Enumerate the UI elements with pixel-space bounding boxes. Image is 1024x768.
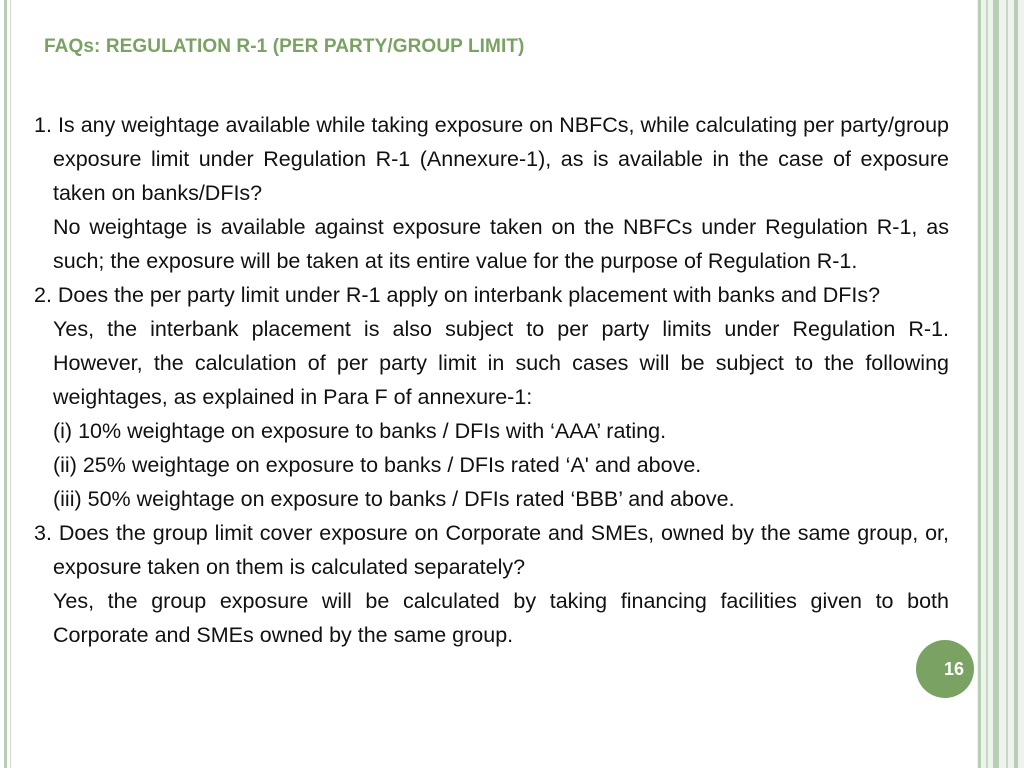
question-3: 3. Does the group limit cover exposure on Corporate and SMEs, owned by the same group, or, exposure taken on them is calculated separately? bbox=[34, 521, 949, 579]
right-frame-line bbox=[1014, 0, 1018, 768]
page-number-badge: 16 bbox=[916, 640, 974, 698]
answer-2: Yes, the interbank placement is also subject to per party limits under Regulation R-1. However, the calculation of per party limit in such cases will be subject to the following weightages, as explained in Para F of annexure-1: bbox=[53, 317, 949, 409]
answer-2-item: (i) 10% weightage on exposure to banks / DFIs with ‘AAA’ rating. bbox=[53, 419, 667, 443]
right-frame-line bbox=[993, 0, 999, 768]
right-frame-line bbox=[1006, 0, 1008, 768]
answer-3: Yes, the group exposure will be calculated by taking financing facilities given to both Corporate and SMEs owned by the same group. bbox=[53, 589, 949, 647]
left-frame-line-inner bbox=[10, 0, 11, 768]
left-frame-line bbox=[4, 0, 7, 768]
slide-body bbox=[34, 108, 949, 652]
answer-2-item: (ii) 25% weightage on exposure to banks / DFIs rated ‘A' and above. bbox=[53, 453, 702, 477]
question-1: 1. Is any weightage available while taking exposure on NBFCs, while calculating per party/group exposure limit under Regulation R-1 (Annexure-1), as is available in the case of exposure taken on banks/DFIs? bbox=[34, 113, 949, 205]
answer-1: No weightage is available against exposure taken on the NBFCs under Regulation R-1, as such; the exposure will be taken at its entire value for the purpose of Regulation R-1. bbox=[53, 215, 949, 273]
right-frame-line bbox=[986, 0, 988, 768]
slide-title: FAQs: REGULATION R-1 (PER PARTY/GROUP LIMIT) bbox=[44, 36, 525, 57]
answer-2-item: (iii) 50% weightage on exposure to banks / DFIs rated ‘BBB’ and above. bbox=[53, 487, 735, 511]
question-2: 2. Does the per party limit under R-1 apply on interbank placement with banks and DFIs? bbox=[34, 283, 881, 307]
right-frame-line bbox=[978, 0, 981, 768]
